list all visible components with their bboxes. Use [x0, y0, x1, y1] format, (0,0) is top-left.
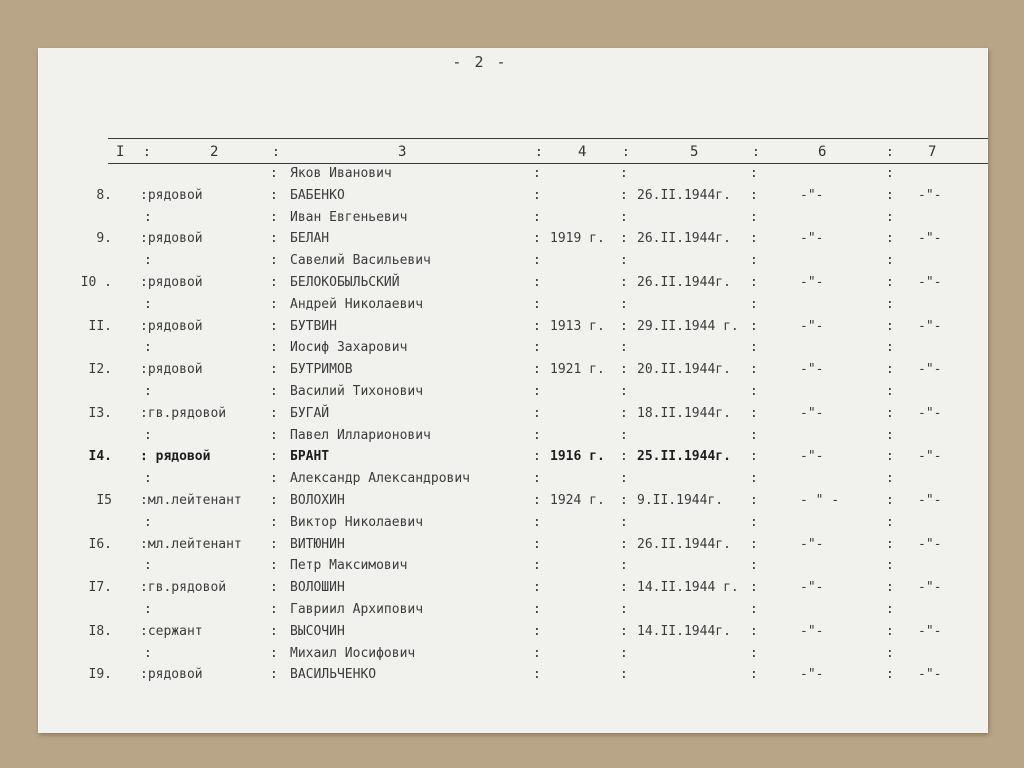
- patronym-text: Гавриил Архипович: [290, 602, 424, 617]
- column-separator: :: [750, 427, 758, 443]
- ditto-mark: -"-: [800, 318, 824, 334]
- column-separator: :: [750, 384, 758, 399]
- column-separator: :: [270, 340, 278, 356]
- column-separator: :: [533, 427, 541, 443]
- column-separator: :: [533, 493, 541, 508]
- column-header-3: 3: [398, 144, 407, 160]
- column-separator: :: [270, 362, 278, 378]
- column-separator: :: [270, 493, 278, 508]
- column-separator: :: [533, 667, 541, 683]
- column-separator: :: [620, 231, 628, 247]
- column-separator: :: [533, 580, 541, 596]
- rank-text: :мл.лейтенант: [140, 493, 242, 508]
- column-separator: :: [620, 187, 628, 203]
- column-separator: :: [620, 514, 628, 530]
- column-separator: :: [620, 384, 628, 399]
- column-separator: :: [270, 318, 278, 334]
- column-separator: :: [886, 427, 894, 443]
- column-separator: :: [750, 253, 758, 269]
- column-separator: :: [270, 405, 278, 421]
- column-separator: :: [533, 231, 541, 247]
- column-separator: :: [886, 558, 894, 574]
- row-number: I8.: [88, 623, 112, 639]
- column-separator: :: [533, 405, 541, 421]
- date-text: 20.II.1944г.: [637, 362, 731, 378]
- surname-text: БУТРИМОВ: [290, 362, 353, 378]
- header-separator: :: [622, 145, 630, 160]
- date-text: 26.II.1944г.: [637, 231, 731, 247]
- column-separator: :: [750, 187, 758, 203]
- column-separator: :: [750, 471, 758, 487]
- row-number: I3.: [88, 405, 112, 421]
- column-separator: :: [533, 166, 541, 181]
- patronym-text: Петр Максимович: [290, 558, 408, 574]
- header-separator: :: [272, 145, 280, 160]
- column-separator: :: [750, 623, 758, 639]
- surname-text: БЕЛОКОБЫЛЬСКИЙ: [290, 275, 400, 290]
- column-separator: :: [620, 405, 628, 421]
- column-separator: :: [750, 602, 758, 617]
- row-number: I5: [96, 493, 112, 508]
- date-text: 25.II.1944г.: [637, 449, 731, 465]
- column-separator: :: [620, 580, 628, 596]
- column-separator: :: [620, 667, 628, 683]
- column-separator: :: [270, 623, 278, 639]
- column-separator: :: [750, 514, 758, 530]
- ditto-mark: -"-: [800, 405, 824, 421]
- column-separator: :: [533, 449, 541, 465]
- column-separator: :: [886, 536, 894, 552]
- column-separator: :: [750, 209, 758, 225]
- column-separator: :: [750, 362, 758, 378]
- column-separator: :: [533, 558, 541, 574]
- ditto-mark: -"-: [800, 580, 824, 596]
- rank-text: :гв.рядовой: [140, 580, 227, 596]
- ditto-mark: - " -: [800, 493, 840, 508]
- ditto-mark: -"-: [800, 536, 824, 552]
- column-separator: :: [270, 580, 278, 596]
- column-separator: :: [750, 405, 758, 421]
- column-separator: :: [144, 514, 152, 530]
- header-separator: :: [886, 145, 894, 160]
- column-separator: :: [270, 514, 278, 530]
- patronym-text: Андрей Николаевич: [290, 296, 424, 312]
- page-number: - 2 -: [452, 53, 508, 71]
- column-separator: :: [533, 253, 541, 269]
- column-separator: :: [144, 296, 152, 312]
- rank-text: :рядовой: [140, 231, 203, 247]
- date-text: 14.II.1944г.: [637, 623, 731, 639]
- ditto-mark: -"-: [918, 493, 942, 508]
- column-separator: :: [750, 645, 758, 661]
- column-separator: :: [886, 623, 894, 639]
- column-separator: :: [886, 318, 894, 334]
- date-text: 9.II.1944г.: [637, 493, 724, 508]
- rank-text: :мл.лейтенант: [140, 536, 242, 552]
- column-separator: :: [886, 187, 894, 203]
- ditto-mark: -"-: [800, 623, 824, 639]
- column-separator: :: [144, 558, 152, 574]
- column-separator: :: [270, 187, 278, 203]
- surname-text: БУТВИН: [290, 318, 337, 334]
- column-separator: :: [750, 275, 758, 290]
- column-separator: :: [533, 602, 541, 617]
- header-top-rule: [108, 138, 988, 139]
- row-number: I9.: [88, 667, 112, 683]
- column-separator: :: [620, 253, 628, 269]
- patronym-text: Виктор Николаевич: [290, 514, 424, 530]
- ditto-mark: -"-: [918, 318, 942, 334]
- column-header-5: 5: [690, 144, 699, 160]
- row-number: 9.: [96, 231, 112, 247]
- column-separator: :: [886, 275, 894, 290]
- patronym-text: Павел Илларионович: [290, 427, 431, 443]
- column-separator: :: [533, 296, 541, 312]
- date-text: 14.II.1944 г.: [637, 580, 739, 596]
- ditto-mark: -"-: [800, 362, 824, 378]
- column-separator: :: [886, 493, 894, 508]
- column-separator: :: [750, 449, 758, 465]
- column-separator: :: [620, 471, 628, 487]
- rank-text: :гв.рядовой: [140, 405, 227, 421]
- column-separator: :: [886, 667, 894, 683]
- column-separator: :: [144, 253, 152, 269]
- column-separator: :: [886, 231, 894, 247]
- column-separator: :: [144, 209, 152, 225]
- column-separator: :: [533, 645, 541, 661]
- birth-year-text: 1924 г.: [550, 493, 605, 508]
- column-separator: :: [886, 253, 894, 269]
- column-separator: :: [750, 667, 758, 683]
- rank-text: :сержант: [140, 623, 203, 639]
- column-separator: :: [270, 471, 278, 487]
- column-separator: :: [620, 166, 628, 181]
- ditto-mark: -"-: [918, 667, 942, 683]
- patronym-text: Савелий Васильевич: [290, 253, 431, 269]
- row-number: 8.: [96, 187, 112, 203]
- column-separator: :: [144, 602, 152, 617]
- surname-text: БАБЕНКО: [290, 187, 345, 203]
- column-separator: :: [270, 231, 278, 247]
- column-separator: :: [620, 362, 628, 378]
- rank-text: : рядовой: [140, 449, 211, 465]
- surname-text: БРАНТ: [290, 449, 330, 465]
- date-text: 26.II.1944г.: [637, 275, 731, 290]
- column-separator: :: [620, 602, 628, 617]
- column-separator: :: [144, 427, 152, 443]
- birth-year-text: 1916 г.: [550, 449, 605, 465]
- column-separator: :: [533, 362, 541, 378]
- column-header-1: I: [116, 144, 125, 160]
- date-text: 29.II.1944 г.: [637, 318, 739, 334]
- column-separator: :: [270, 296, 278, 312]
- column-separator: :: [620, 623, 628, 639]
- column-separator: :: [620, 427, 628, 443]
- rank-text: :рядовой: [140, 187, 203, 203]
- ditto-mark: -"-: [918, 623, 942, 639]
- column-separator: :: [533, 623, 541, 639]
- column-separator: :: [886, 602, 894, 617]
- column-separator: :: [270, 166, 278, 181]
- ditto-mark: -"-: [918, 362, 942, 378]
- ditto-mark: -"-: [918, 275, 942, 290]
- column-separator: :: [750, 493, 758, 508]
- column-separator: :: [270, 536, 278, 552]
- column-separator: :: [886, 405, 894, 421]
- rank-text: :рядовой: [140, 318, 203, 334]
- column-separator: :: [144, 340, 152, 356]
- column-separator: :: [620, 209, 628, 225]
- row-number: I2.: [88, 362, 112, 378]
- column-separator: :: [144, 645, 152, 661]
- column-separator: :: [144, 384, 152, 399]
- ditto-mark: -"-: [800, 667, 824, 683]
- date-text: 26.II.1944г.: [637, 536, 731, 552]
- rank-text: :рядовой: [140, 362, 203, 378]
- column-separator: :: [620, 645, 628, 661]
- column-separator: :: [533, 471, 541, 487]
- column-separator: :: [620, 318, 628, 334]
- ditto-mark: -"-: [800, 187, 824, 203]
- column-separator: :: [533, 384, 541, 399]
- column-separator: :: [750, 231, 758, 247]
- birth-year-text: 1919 г.: [550, 231, 605, 247]
- patronym-text: Александр Александрович: [290, 471, 471, 487]
- surname-text: ВЫСОЧИН: [290, 623, 345, 639]
- row-number: I0 .: [80, 275, 112, 290]
- column-separator: :: [620, 449, 628, 465]
- birth-year-text: 1913 г.: [550, 318, 605, 334]
- rank-text: :рядовой: [140, 275, 203, 290]
- column-separator: :: [750, 318, 758, 334]
- row-number: I4.: [88, 449, 112, 465]
- column-header-7: 7: [928, 144, 937, 160]
- column-separator: :: [620, 558, 628, 574]
- ditto-mark: -"-: [918, 536, 942, 552]
- column-separator: :: [270, 209, 278, 225]
- column-separator: :: [750, 296, 758, 312]
- ditto-mark: -"-: [918, 580, 942, 596]
- column-separator: :: [270, 449, 278, 465]
- surname-text: ВОЛОШИН: [290, 580, 345, 596]
- column-separator: :: [620, 536, 628, 552]
- column-separator: :: [620, 340, 628, 356]
- column-separator: :: [886, 514, 894, 530]
- ditto-mark: -"-: [800, 231, 824, 247]
- patronym-text: Яков Иванович: [290, 166, 392, 181]
- surname-text: ВОЛОХИН: [290, 493, 345, 508]
- column-separator: :: [620, 493, 628, 508]
- ditto-mark: -"-: [918, 187, 942, 203]
- column-separator: :: [270, 667, 278, 683]
- date-text: 26.II.1944г.: [637, 187, 731, 203]
- column-separator: :: [750, 536, 758, 552]
- surname-text: БУГАЙ: [290, 405, 330, 421]
- column-separator: :: [270, 275, 278, 290]
- column-separator: :: [270, 384, 278, 399]
- column-separator: :: [886, 645, 894, 661]
- surname-text: БЕЛАН: [290, 231, 330, 247]
- header-separator: :: [752, 145, 760, 160]
- date-text: 18.II.1944г.: [637, 405, 731, 421]
- column-separator: :: [144, 471, 152, 487]
- column-separator: :: [270, 602, 278, 617]
- column-separator: :: [533, 536, 541, 552]
- ditto-mark: -"-: [800, 449, 824, 465]
- column-separator: :: [886, 471, 894, 487]
- column-separator: :: [533, 340, 541, 356]
- column-header-6: 6: [818, 144, 827, 160]
- column-separator: :: [886, 340, 894, 356]
- column-separator: :: [750, 558, 758, 574]
- column-separator: :: [886, 449, 894, 465]
- column-header-4: 4: [578, 144, 587, 160]
- column-separator: :: [533, 318, 541, 334]
- column-separator: :: [533, 209, 541, 225]
- column-separator: :: [270, 645, 278, 661]
- column-separator: :: [750, 580, 758, 596]
- ditto-mark: -"-: [918, 405, 942, 421]
- column-separator: :: [533, 514, 541, 530]
- ditto-mark: -"-: [918, 231, 942, 247]
- column-separator: :: [620, 275, 628, 290]
- surname-text: ВИТЮНИН: [290, 536, 345, 552]
- column-separator: :: [886, 166, 894, 181]
- row-number: I7.: [88, 580, 112, 596]
- column-separator: :: [750, 340, 758, 356]
- column-separator: :: [270, 427, 278, 443]
- column-separator: :: [886, 384, 894, 399]
- header-bottom-rule: [108, 163, 988, 164]
- birth-year-text: 1921 г.: [550, 362, 605, 378]
- row-number: I6.: [88, 536, 112, 552]
- column-separator: :: [886, 362, 894, 378]
- column-separator: :: [620, 296, 628, 312]
- column-separator: :: [886, 580, 894, 596]
- column-separator: :: [533, 275, 541, 290]
- column-header-2: 2: [210, 144, 219, 160]
- ditto-mark: -"-: [800, 275, 824, 290]
- surname-text: ВАСИЛЬЧЕНКО: [290, 667, 377, 683]
- column-separator: :: [270, 253, 278, 269]
- patronym-text: Иосиф Захарович: [290, 340, 408, 356]
- column-separator: :: [270, 558, 278, 574]
- rank-text: :рядовой: [140, 667, 203, 683]
- column-separator: :: [886, 209, 894, 225]
- ditto-mark: -"-: [918, 449, 942, 465]
- patronym-text: Василий Тихонович: [290, 384, 424, 399]
- row-number: II.: [88, 318, 112, 334]
- header-separator: :: [143, 145, 151, 160]
- column-separator: :: [533, 187, 541, 203]
- column-separator: :: [886, 296, 894, 312]
- patronym-text: Иван Евгеньевич: [290, 209, 408, 225]
- patronym-text: Михаил Иосифович: [290, 645, 416, 661]
- column-separator: :: [750, 166, 758, 181]
- header-separator: :: [535, 145, 543, 160]
